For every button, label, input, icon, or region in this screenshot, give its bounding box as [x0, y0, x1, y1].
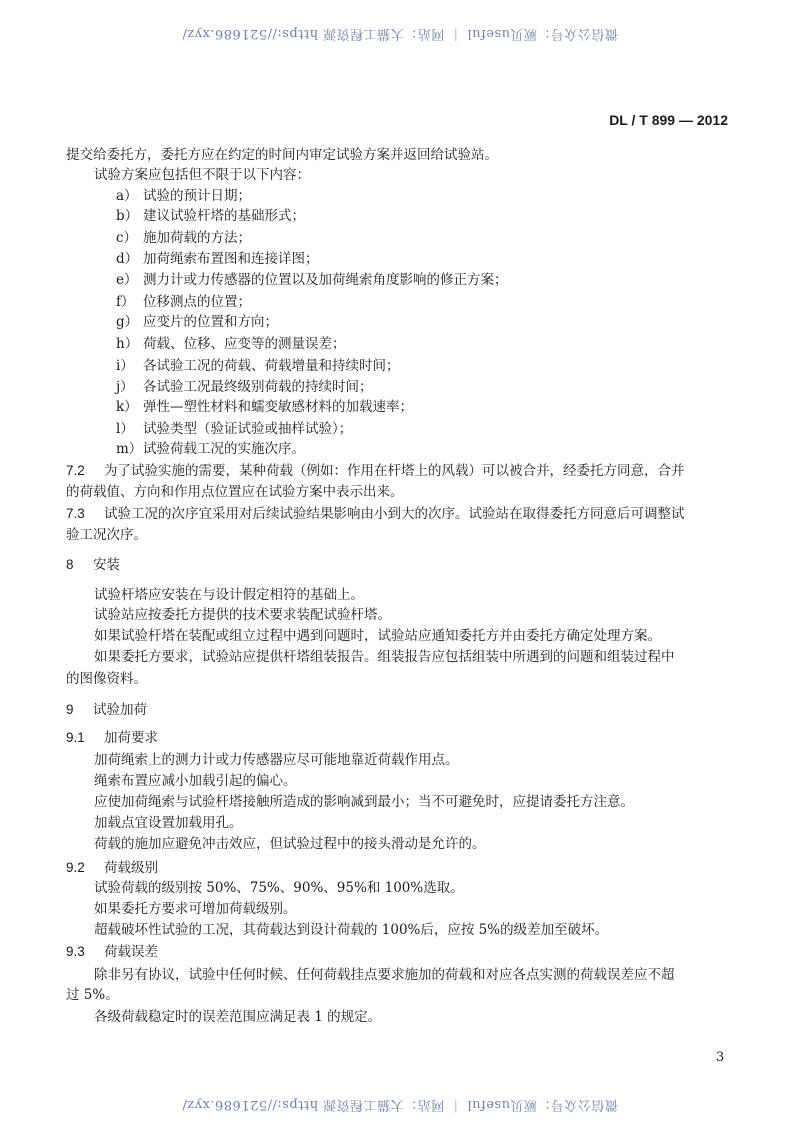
list-item	[116, 439, 305, 459]
section-number: 9	[66, 702, 74, 717]
clause-number: 7.2	[66, 463, 85, 478]
list-text: 应变片的位置和方向；	[143, 314, 278, 330]
section-title: 安装	[93, 557, 120, 572]
paragraph: 荷载的施加应避免冲击效应，但试验过程中的接头滑动是允许的。	[94, 836, 486, 852]
list-label: k）	[116, 399, 138, 415]
list-label: e）	[116, 272, 138, 288]
paragraph: 如果委托方要求，试验站应提供杆塔组装报告。组装报告应包括组装中所遇到的问题和组装过程中	[94, 649, 675, 665]
list-text: 施加荷载的方法；	[143, 230, 251, 246]
paragraph: 试验荷载的级别按 50%、75%、90%、95%和 100%选取。	[94, 880, 464, 896]
list-label: i）	[116, 358, 134, 374]
section-title: 试验加荷	[93, 702, 147, 717]
list-text: 位移测点的位置；	[143, 294, 251, 310]
list-text: 测力计或力传感器的位置以及加荷绳索角度影响的修正方案；	[143, 272, 508, 288]
list-item	[116, 270, 508, 290]
list-text: 建议试验杆塔的基础形式；	[143, 208, 305, 224]
list-label: j）	[116, 379, 134, 395]
list-label: a）	[116, 188, 138, 204]
list-item	[116, 249, 319, 269]
clause-number: 7.3	[66, 506, 85, 521]
clause-number: 9.3	[66, 944, 85, 959]
paragraph: 如果委托方要求可增加荷载级别。	[94, 901, 297, 917]
list-item	[116, 419, 352, 439]
clause-text: 验工况次序。	[66, 527, 147, 543]
watermark-bottom: 微信公众号：厥贝useful ｜ 网站：大猫工程资源 https://521686.xyz/	[181, 1097, 619, 1112]
list-item	[116, 206, 305, 226]
clause-number: 9.1	[66, 730, 85, 745]
list-label: h）	[116, 336, 139, 352]
clause-9-2-heading	[66, 858, 158, 878]
list-label: c）	[116, 230, 138, 246]
section-8-heading	[66, 555, 120, 575]
list-label: f）	[116, 294, 135, 310]
clause-text: 为了试验实施的需要，某种荷载（例如：作用在杆塔上的风载）可以被合并，经委托方同意，合并	[104, 463, 685, 479]
list-text: 试验的预计日期；	[143, 188, 251, 204]
paragraph: 超载破坏性试验的工况，其荷载达到设计荷载的 100%后，应按 5%的级差加至破坏。	[94, 922, 609, 938]
standard-code: DL / T 899 — 2012	[609, 112, 728, 128]
list-label: b）	[116, 208, 139, 224]
section-number: 8	[66, 557, 74, 572]
paragraph: 如果试验杆塔在装配或组立过程中遇到问题时，试验站应通知委托方并由委托方确定处理方案。	[94, 628, 661, 644]
list-item	[116, 292, 251, 312]
clause-text: 试验工况的次序宜采用对后续试验结果影响由小到大的次序。试验站在取得委托方同意后可调整试	[104, 506, 685, 522]
paragraph: 绳索布置应减小加载引起的偏心。	[94, 773, 297, 789]
clause-9-3-heading	[66, 942, 158, 962]
paragraph: 各级荷载稳定时的误差范围应满足表 1 的规定。	[94, 1009, 382, 1025]
list-label: d）	[116, 251, 139, 267]
list-text: 荷载、位移、应变等的测量误差；	[143, 336, 346, 352]
list-text: 各试验工况最终级别荷载的持续时间；	[143, 379, 373, 395]
clause-7-2	[66, 461, 685, 481]
clause-text: 的荷载值、方向和作用点位置应在试验方案中表示出来。	[66, 484, 404, 500]
list-text: 试验类型（验证试验或抽样试验）；	[143, 421, 353, 437]
clause-title: 加荷要求	[104, 730, 158, 745]
watermark-top: 微信公众号：厥贝useful ｜ 网站：大猫工程资源 https://521686.xyz/	[181, 26, 619, 41]
list-item	[116, 377, 373, 397]
list-text: 加荷绳索布置图和连接详图；	[143, 251, 319, 267]
paragraph: 的图像资料。	[66, 671, 147, 687]
paragraph: 应使加荷绳索与试验杆塔接触所造成的影响减到最小；当不可避免时，应提请委托方注意。	[94, 794, 634, 810]
list-item	[116, 356, 400, 376]
list-text: 各试验工况的荷载、荷载增量和持续时间；	[143, 358, 400, 374]
list-item	[116, 397, 413, 417]
list-label: g）	[116, 314, 139, 330]
list-item	[116, 228, 251, 248]
paragraph: 过 5%。	[66, 987, 119, 1003]
paragraph: 加载点宜设置加载用孔。	[94, 815, 243, 831]
clause-title: 荷载级别	[104, 860, 158, 875]
list-label: m）	[116, 441, 143, 457]
clause-title: 荷载误差	[104, 944, 158, 959]
clause-number: 9.2	[66, 860, 85, 875]
paragraph: 试验杆塔应安装在与设计假定相符的基础上。	[94, 587, 364, 603]
page-number: 3	[716, 1050, 725, 1065]
section-9-heading	[66, 700, 147, 720]
paragraph: 加荷绳索上的测力计或力传感器应尽可能地靠近荷载作用点。	[94, 752, 459, 768]
intro-line: 提交给委托方，委托方应在约定的时间内审定试验方案并返回给试验站。	[66, 147, 498, 163]
intro-line: 试验方案应包括但不限于以下内容：	[94, 167, 310, 183]
clause-9-1-heading	[66, 728, 158, 748]
paragraph: 试验站应按委托方提供的技术要求装配试验杆塔。	[94, 607, 391, 623]
list-item	[116, 186, 251, 206]
list-label: l）	[116, 421, 134, 437]
paragraph: 除非另有协议，试验中任何时候、任何荷载挂点要求施加的荷载和对应各点实测的荷载误差应不超	[94, 967, 675, 983]
list-text: 试验荷载工况的实施次序。	[143, 441, 305, 457]
list-text: 弹性—塑性材料和蠕变敏感材料的加载速率；	[143, 399, 413, 415]
list-item	[116, 334, 346, 354]
list-item	[116, 312, 278, 332]
clause-7-3	[66, 504, 685, 524]
